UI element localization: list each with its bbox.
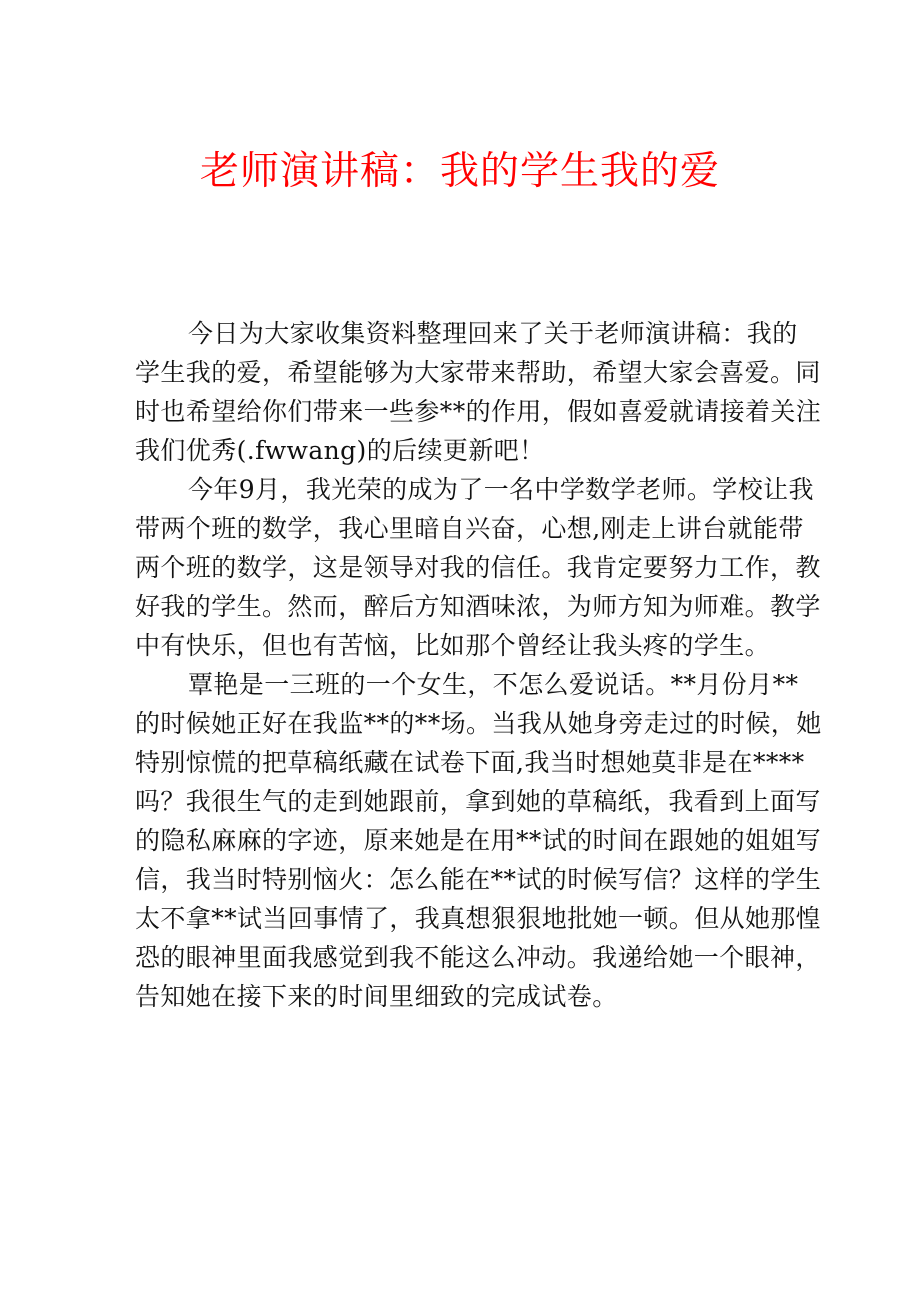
text-line: 告知她在接下来的时间里细致的完成试卷。	[135, 982, 618, 1011]
paragraph-september	[135, 470, 821, 665]
text-line: 两个班的数学，这是领导对我的信任。我肯定要努力工作，教	[135, 553, 821, 582]
text-line: 恐的眼神里面我感觉到我不能这么冲动。我递给她一个眼神，	[135, 943, 821, 972]
text-line: 今年9月，我光荣的成为了一名中学数学老师。学校让我	[188, 475, 814, 504]
text-line: 的隐私麻麻的字迹，原来她是在用**试的时间在跟她的姐姐写	[135, 826, 822, 855]
text-line: 好我的学生。然而，醉后方知酒味浓，为师方知为师难。教学	[135, 592, 821, 621]
text-line: 覃艳是一三班的一个女生，不怎么爱说话。**月份月**	[188, 670, 799, 699]
paragraph-intro	[135, 314, 822, 470]
text-line: 时也希望给你们带来一些参**的作用，假如喜爱就请接着关注	[135, 397, 822, 426]
text-line: 今日为大家收集资料整理回来了关于老师演讲稿：我的	[188, 319, 798, 348]
text-line: 我们优秀(.fwwang)的后续更新吧！	[135, 436, 545, 465]
text-line: 中有快乐，但也有苦恼，比如那个曾经让我头疼的学生。	[135, 631, 771, 660]
text-line: 太不拿**试当回事情了，我真想狠狠地批她一顿。但从她那惶	[135, 904, 822, 933]
text-line: 特别惊慌的把草稿纸藏在试卷下面,我当时想她莫非是在****	[135, 748, 805, 777]
document-title: 老师演讲稿：我的学生我的爱	[199, 149, 720, 194]
text-line: 信，我当时特别恼火：怎么能在**试的时候写信？这样的学生	[135, 865, 822, 894]
text-line: 学生我的爱，希望能够为大家带来帮助，希望大家会喜爱。同	[135, 358, 821, 387]
text-line: 的时候她正好在我监**的**场。当我从她身旁走过的时候，她	[135, 709, 822, 738]
text-line: 带两个班的数学，我心里暗自兴奋，心想,刚走上讲台就能带	[135, 514, 804, 543]
document-body	[135, 314, 822, 1016]
text-line: 吗？我很生气的走到她跟前，拿到她的草稿纸，我看到上面写	[135, 787, 821, 816]
paragraph-student-story	[135, 665, 822, 1016]
